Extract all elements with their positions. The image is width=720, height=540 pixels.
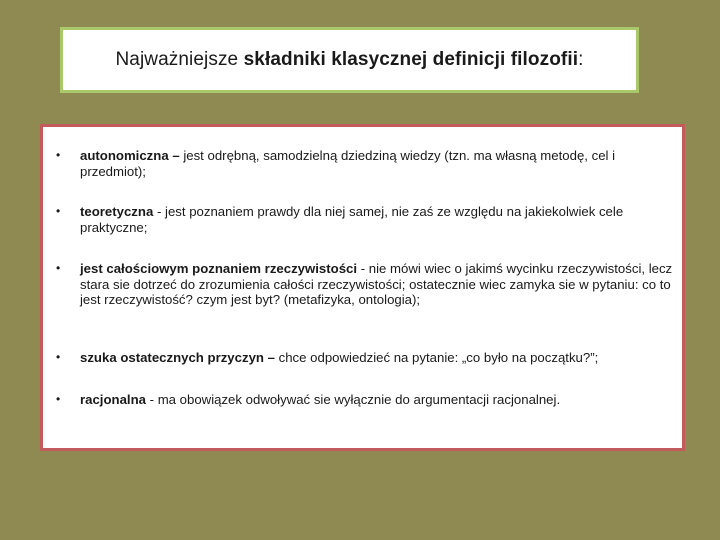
bullet-description: - jest poznaniem prawdy dla niej samej, nie zaś ze względu na jakiekolwiek cele praktyczne; bbox=[80, 204, 624, 235]
content-box bbox=[40, 124, 685, 451]
bullet-description: - nie mówi wiec o jakimś wycinku rzeczywistości, lecz stara sie dotrzeć do zrozumienia całości rzeczywistości; ostatecznie wiec zamyka sie w pytaniu: co to jest rzeczywistość? czym jest byt? (metafizyka, ontologia); bbox=[80, 261, 673, 307]
title-bold: składniki klasycznej definicji filozofii bbox=[243, 49, 579, 70]
bullet-description: chce odpowiedzieć na pytanie: „co było na początku?”; bbox=[274, 350, 599, 365]
bullet-term: jest całościowym poznaniem rzeczywistości bbox=[80, 261, 358, 276]
bullet-term: racjonalna bbox=[80, 392, 146, 407]
bullet-description: jest odrębną, samodzielną dziedziną wiedzy (tzn. ma własną metodę, cel i przedmiot); bbox=[80, 148, 616, 179]
bullet-icon: • bbox=[56, 204, 61, 218]
bullet-description: - ma obowiązek odwoływać sie wyłącznie do argumentacji racjonalnej. bbox=[145, 392, 561, 407]
bullet-text bbox=[80, 148, 676, 179]
bullet-term: teoretyczna bbox=[80, 204, 154, 219]
bullet-text bbox=[80, 392, 676, 408]
bullet-icon: • bbox=[56, 392, 61, 406]
title-colon: : bbox=[578, 49, 584, 70]
bullet-text bbox=[80, 204, 676, 235]
bullet-icon: • bbox=[56, 350, 61, 364]
slide-title bbox=[115, 49, 583, 71]
bullet-term: autonomiczna – bbox=[80, 148, 184, 163]
bullet-icon: • bbox=[56, 261, 61, 275]
title-normal: Najważniejsze bbox=[115, 49, 244, 70]
bullet-icon: • bbox=[56, 148, 61, 162]
bullet-term: szuka ostatecznych przyczyn – bbox=[80, 350, 275, 365]
title-box bbox=[60, 27, 639, 93]
bullet-text bbox=[80, 350, 676, 366]
bullet-text bbox=[80, 261, 676, 308]
